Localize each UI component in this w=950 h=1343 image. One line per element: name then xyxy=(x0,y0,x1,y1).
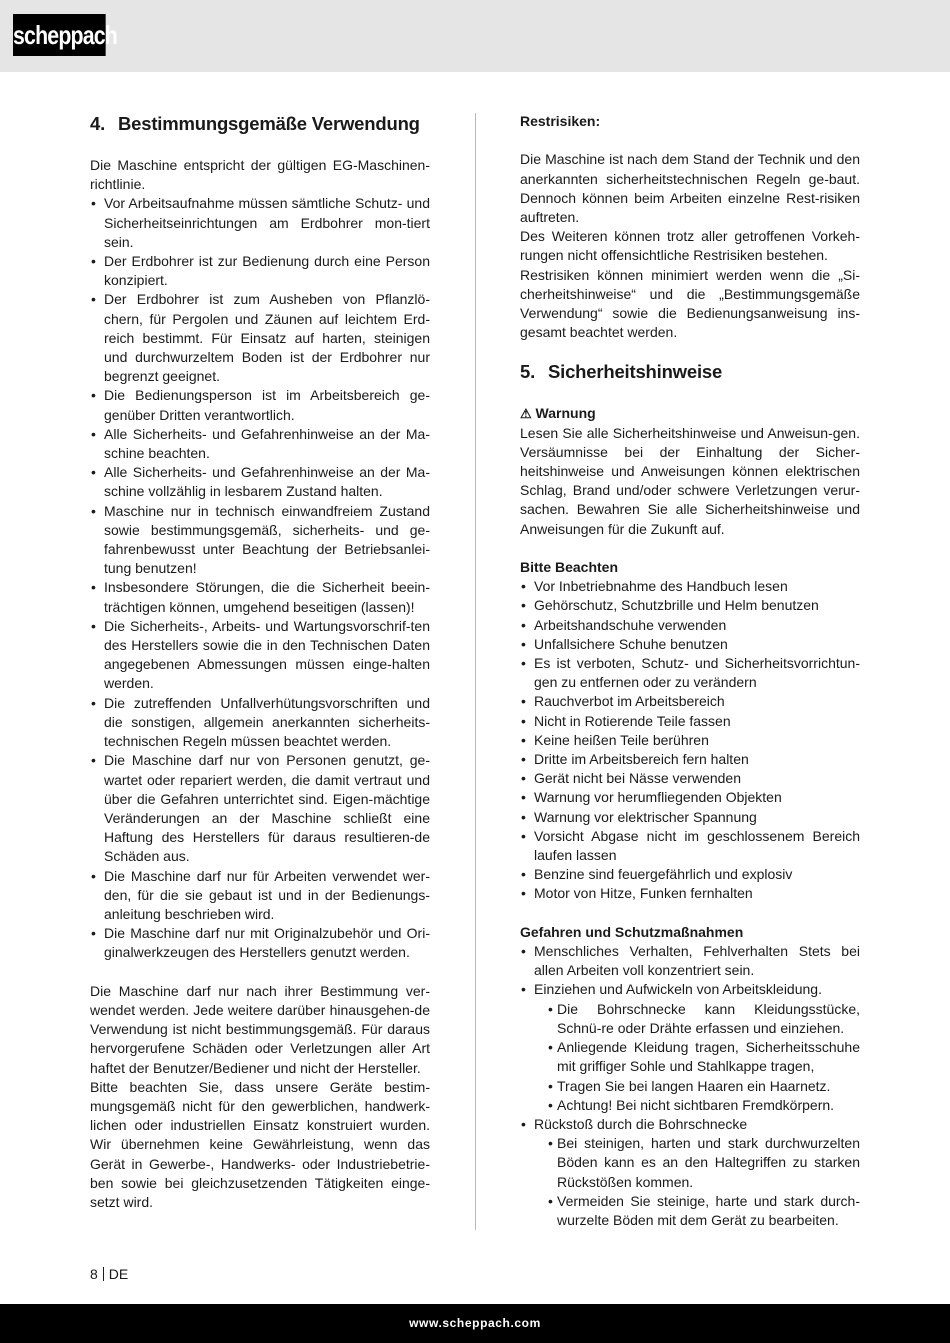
list-item: • Rauchverbot im Arbeitsbereich xyxy=(520,692,860,711)
section-4-heading: 4. Bestimmungsgemäße Verwendung xyxy=(90,113,420,134)
left-column xyxy=(90,112,430,1212)
list-item: • Gehörschutz, Schutzbrille und Helm benutzen xyxy=(520,596,860,615)
residual-risks-text: Restrisiken können minimiert werden wenn die „Si-cherheitshinweise“ und die „Bestimmungsgemäße Verwendung“ sowie die Bedienungsanweisung ins-gesamt beachtet werden. xyxy=(520,266,860,341)
list-item: • Vorsicht Abgase nicht im geschlossenem Bereich laufen lassen xyxy=(520,827,860,865)
hazards-heading: Gefahren und Schutzmaßnahmen xyxy=(520,923,744,940)
notice-paragraph: Bitte beachten Sie, dass unsere Geräte bestim-mungsgemäß nicht für den gewerblichen, handwerk-lichen oder industriellen Einsatz konstruiert wurden. Wir übernehmen keine Gewährleistung, wenn das Gerät in Gewerbe-, Handwerks- oder Industriebetrie-ben sowie bei gleichzusetzenden Tätigkeiten einge-setzt wird. xyxy=(90,1078,430,1210)
list-item: • Insbesondere Störungen, die die Sicherheit beein-trächtigen können, umgehend beseitigen (lassen)! xyxy=(90,578,430,616)
list-item: • Vor Arbeitsaufnahme müssen sämtliche Schutz- und Sicherheitseinrichtungen am Erdbohrer mon-tiert sein. xyxy=(90,194,430,252)
list-item: • Unfallsichere Schuhe benutzen xyxy=(520,635,860,654)
usage-paragraph: Die Maschine darf nur nach ihrer Bestimmung ver-wendet werden. Jede weitere darüber hinausgehen-de Verwendung ist nicht bestimmungsgemäß. Für daraus hervorgerufene Schäden oder Verletzungen aller Art haftet der Benutzer/Bediener und nicht der Hersteller. xyxy=(90,982,430,1076)
list-item: • Die Bedienungsperson ist im Arbeitsbereich ge-genüber Dritten verantwortlich. xyxy=(90,386,430,424)
sub-list-item: • Anliegende Kleidung tragen, Sicherheitsschuhe mit griffiger Sohle und Stahlkappe tragen, xyxy=(548,1038,860,1076)
sub-list-item: • Tragen Sie bei langen Haaren ein Haarnetz. xyxy=(548,1077,860,1096)
residual-risks-text: Die Maschine ist nach dem Stand der Technik und den anerkannten sicherheitstechnischen Regeln ge-baut. Dennoch können beim Arbeiten einzelne Rest-risiken auftreten. xyxy=(520,151,860,225)
list-item: • Alle Sicherheits- und Gefahrenhinweise an der Ma-schine vollzählig in lesbarem Zustand halten. xyxy=(90,463,430,501)
list-item: • Vor Inbetriebnahme des Handbuch lesen xyxy=(520,577,860,596)
list-item: • Die Maschine darf nur von Personen genutzt, ge-wartet oder repariert werden, die damit vertraut und über die Gefahren unterrichtet sind. Eigen-mächtige Veränderungen an der Maschine schließt eine Haftung des Herstellers für daraus resultieren-de Schäden aus. xyxy=(90,751,430,866)
please-note-list xyxy=(520,577,860,903)
list-item: • Gerät nicht bei Nässe verwenden xyxy=(520,769,860,788)
list-item: • Die Sicherheits-, Arbeits- und Wartungsvorschrif-ten des Herstellers sowie die in den Technischen Daten angegebenen Abmessungen müssen einge-halten werden. xyxy=(90,617,430,694)
section-5-heading: 5. Sicherheitshinweise xyxy=(520,361,723,383)
right-column xyxy=(520,112,860,1230)
warning-triangle-icon: ⚠ xyxy=(520,406,532,422)
list-item: • Keine heißen Teile berühren xyxy=(520,731,860,750)
list-item: • Die Maschine darf nur für Arbeiten verwendet wer-den, für die sie gebaut ist und in der Bedienungs-anleitung beschrieben wird. xyxy=(90,867,430,925)
residual-risks-heading: Restrisiken: xyxy=(520,113,601,129)
list-item: • Einziehen und Aufwickeln von Arbeitskleidung. • Die Bohrschnecke kann Kleidungsstücke, Schnü-re oder Drähte erfassen und einziehen. • Anliegende Kleidung tragen, Sicherheitsschuhe mit griffiger Sohle und Stahlkappe tragen, • Tragen Sie bei langen Haaren ein Haarnetz. • Achtung! Bei nicht sichtbaren Fremdkörpern. xyxy=(520,980,860,1114)
residual-risks-text: Des Weiteren können trotz aller getroffenen Vorkeh-rungen nicht offensichtliche Restrisiken bestehen. xyxy=(520,228,860,264)
sub-list xyxy=(534,1134,860,1230)
warning-text: Lesen Sie alle Sicherheitshinweise und Anweisun-gen. Versäumnisse bei der Einhaltung der Sicher-heitshinweise und Anweisungen können elektrischen Schlag, Brand und/oder schwere Verletzungen verur-sachen. Bewahren Sie alle Sicherheitshinweise und Anweisungen für die Zukunft auf. xyxy=(520,424,860,537)
header-bar xyxy=(0,0,950,72)
list-item: • Nicht in Rotierende Teile fassen xyxy=(520,712,860,731)
list-item: • Es ist verboten, Schutz- und Sicherheitsvorrichtun-gen zu entfernen oder zu verändern xyxy=(520,654,860,692)
sub-list-item: • Vermeiden Sie steinige, harte und stark durch-wurzelte Böden mit dem Gerät zu bearbeiten. xyxy=(548,1192,860,1230)
sub-list-item: • Bei steinigen, harten und stark durchwurzelten Böden kann es an den Haltegriffen zu starken Rückstößen kommen. xyxy=(548,1134,860,1192)
sub-list-item: • Achtung! Bei nicht sichtbaren Fremdkörpern. xyxy=(548,1096,860,1115)
website-link[interactable]: www.scheppach.com xyxy=(409,1316,541,1330)
list-item: • Die Maschine darf nur mit Originalzubehör und Ori-ginalwerkzeugen des Herstellers genutzt werden. xyxy=(90,924,430,962)
column-divider xyxy=(475,113,476,1230)
list-item: • Warnung vor herumfliegenden Objekten xyxy=(520,788,860,807)
list-item: • Der Erdbohrer ist zum Ausheben von Pflanzlö-chern, für Pergolen und Zäunen auf leichtem Erd-reich bestimmt. Für Einsatz auf harten, steinigen und durchwurzeltem Boden ist der Erdbohrer nur begrenzt geeignet. xyxy=(90,290,430,386)
list-item: • Warnung vor elektrischer Spannung xyxy=(520,808,860,827)
intro-text: Die Maschine entspricht der gültigen EG-Maschinen-richtlinie. xyxy=(90,157,430,193)
page-number: 8 DE xyxy=(90,1266,129,1282)
brand-logo: scheppach xyxy=(13,14,106,56)
list-item: • Die zutreffenden Unfallverhütungsvorschriften und die sonstigen, allgemein anerkannten sicherheits-technischen Regeln müssen beachtet werden. xyxy=(90,694,430,752)
usage-list xyxy=(90,194,430,962)
sub-list-item: • Die Bohrschnecke kann Kleidungsstücke, Schnü-re oder Drähte erfassen und einziehen. xyxy=(548,1000,860,1038)
list-item: • Rückstoß durch die Bohrschnecke • Bei steinigen, harten und stark durchwurzelten Böden kann es an den Haltegriffen zu starken Rückstößen kommen. • Vermeiden Sie steinige, harte und stark durch-wurzelte Böden mit dem Gerät zu bearbeiten. xyxy=(520,1115,860,1230)
list-item: • Benzine sind feuergefährlich und explosiv xyxy=(520,865,860,884)
list-item: • Arbeitshandschuhe verwenden xyxy=(520,616,860,635)
list-item: • Menschliches Verhalten, Fehlverhalten Stets bei allen Arbeiten voll konzentriert sein. xyxy=(520,942,860,980)
list-item: • Alle Sicherheits- und Gefahrenhinweise an der Ma-schine beachten. xyxy=(90,425,430,463)
sub-list xyxy=(534,1000,860,1115)
hazards-list xyxy=(520,942,860,1230)
list-item: • Der Erdbohrer ist zur Bedienung durch eine Person konzipiert. xyxy=(90,252,430,290)
warning-heading: ⚠ Warnung xyxy=(520,405,596,422)
list-item: • Motor von Hitze, Funken fernhalten xyxy=(520,884,860,903)
list-item: • Dritte im Arbeitsbereich fern halten xyxy=(520,750,860,769)
please-note-heading: Bitte Beachten xyxy=(520,559,619,576)
list-item: • Maschine nur in technisch einwandfreiem Zustand sowie bestimmungsgemäß, sicherheits- und ge-fahrenbewusst unter Beachtung der Betriebsanlei-tung benutzen! xyxy=(90,502,430,579)
